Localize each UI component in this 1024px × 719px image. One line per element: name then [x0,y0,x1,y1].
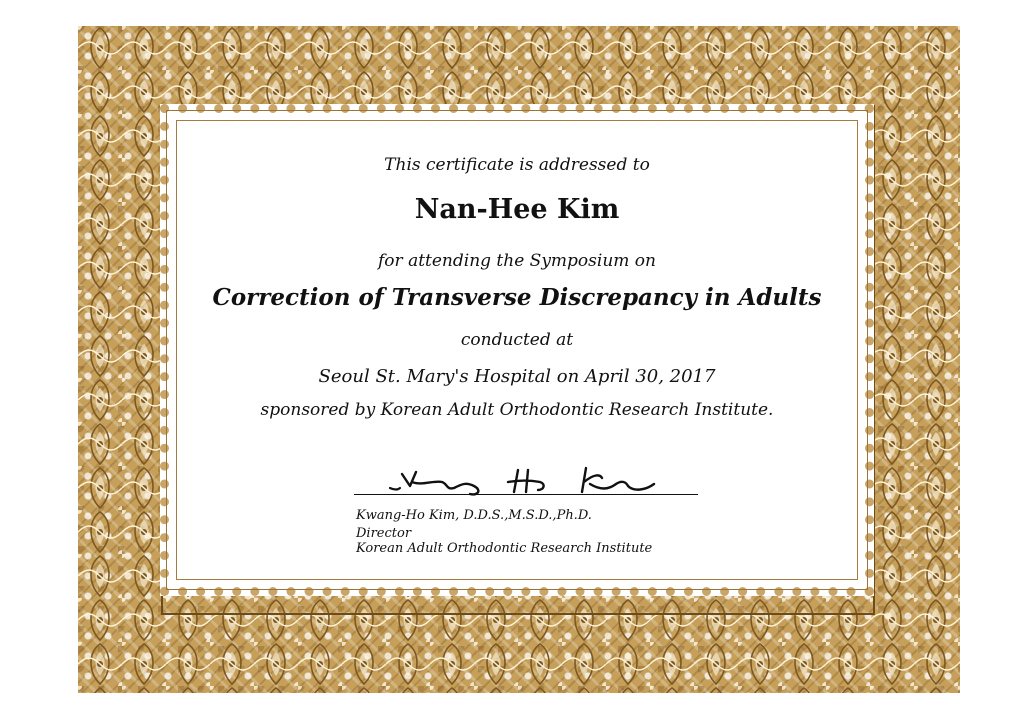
purpose-text: for attending the Symposium on [378,251,656,271]
signatory-organization: Korean Adult Orthodontic Research Institute [356,541,653,556]
venue-date: Seoul St. Mary's Hospital on April 30, 2017 [318,366,716,387]
handwritten-signature [350,460,705,504]
signature-line [354,494,698,495]
intro-text: This certificate is addressed to [384,155,650,175]
signatory-title: Director [356,526,412,541]
symposium-topic: Correction of Transverse Discrepancy in Adults [212,284,822,311]
signatory-name: Kwang-Ho Kim, D.D.S.,M.S.D.,Ph.D. [356,508,592,523]
sponsor-text: sponsored by Korean Adult Orthodontic Research Institute. [260,400,774,420]
conducted-text: conducted at [460,330,574,350]
recipient-name: Nan-Hee Kim [414,194,620,225]
